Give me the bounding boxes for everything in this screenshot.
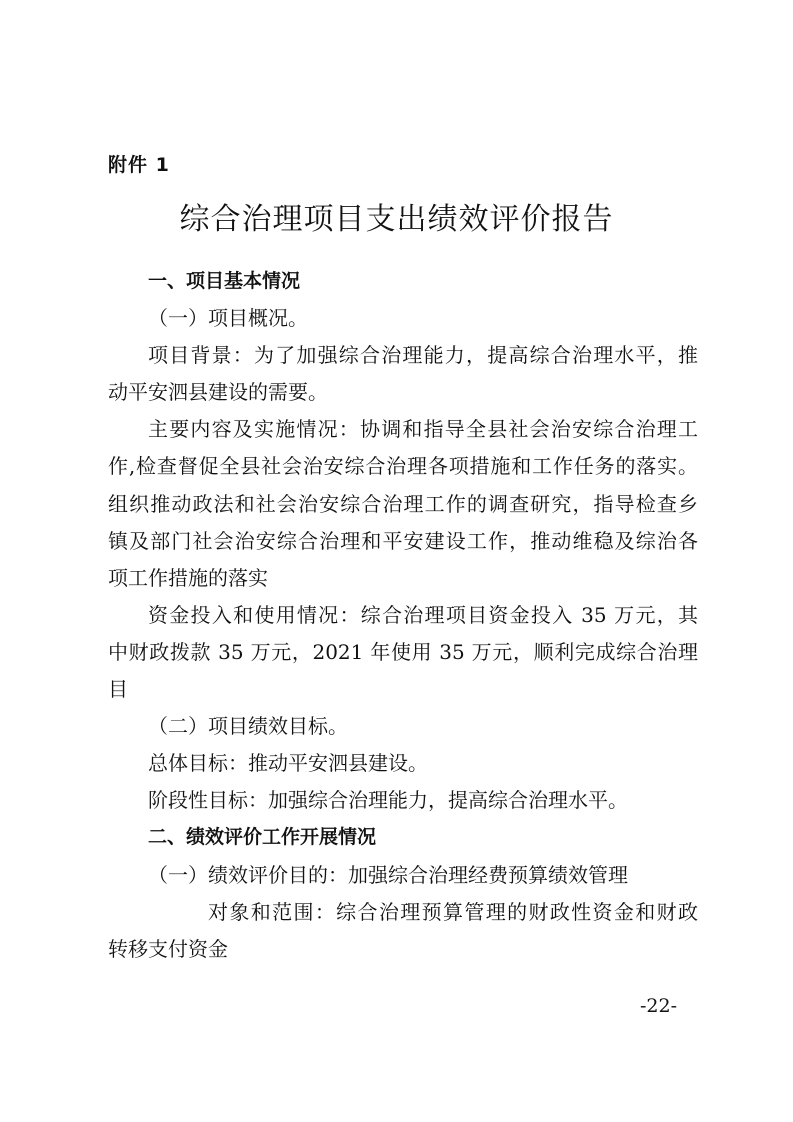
paragraph-line: 转移支付资金 <box>108 936 228 961</box>
paragraph-line: 项工作措施的落实 <box>108 565 268 590</box>
paragraph-line: 对象和范围：综合治理预算管理的财政性资金和财政 <box>208 899 698 924</box>
section-heading-basic-info: 一、项目基本情况 <box>148 270 301 292</box>
subsection-heading-purpose: （一）绩效评价目的：加强综合治理经费预算绩效管理 <box>148 862 628 887</box>
attachment-label: 附件 1 <box>108 154 170 176</box>
paragraph-line: 阶段性目标：加强综合治理能力，提高综合治理水平。 <box>148 788 628 813</box>
report-body <box>108 263 698 968</box>
subsection-heading-targets: （二）项目绩效目标。 <box>148 714 348 739</box>
paragraph-line: 主要内容及实施情况：协调和指导全县社会治安综合治理工 <box>148 417 698 442</box>
paragraph-line: 镇及部门社会治安综合治理和平安建设工作，推动维稳及综治各 <box>108 528 698 553</box>
paragraph-line: 作,检查督促全县社会治安综合治理各项措施和工作任务的落实。 <box>108 454 698 479</box>
paragraph-line: 中财政拨款 35 万元，2021 年使用 35 万元，顺利完成综合治理 <box>108 639 698 664</box>
paragraph-line: 组织推动政法和社会治安综合治理工作的调查研究，指导检查乡 <box>108 491 698 516</box>
paragraph-line: 动平安泗县建设的需要。 <box>108 380 328 405</box>
section-heading-evaluation: 二、绩效评价工作开展情况 <box>148 826 377 849</box>
report-title: 综合治理项目支出绩效评价报告 <box>179 202 614 237</box>
paragraph-line: 项目背景：为了加强综合治理能力，提高综合治理水平，推 <box>148 343 698 368</box>
subsection-heading-overview: （一）项目概况。 <box>148 306 308 331</box>
paragraph-line: 目 <box>108 677 128 702</box>
paragraph-line: 总体目标：推动平安泗县建设。 <box>148 751 428 776</box>
paragraph-line: 资金投入和使用情况：综合治理项目资金投入 35 万元，其 <box>148 602 698 627</box>
page-number: -22- <box>640 995 678 1017</box>
